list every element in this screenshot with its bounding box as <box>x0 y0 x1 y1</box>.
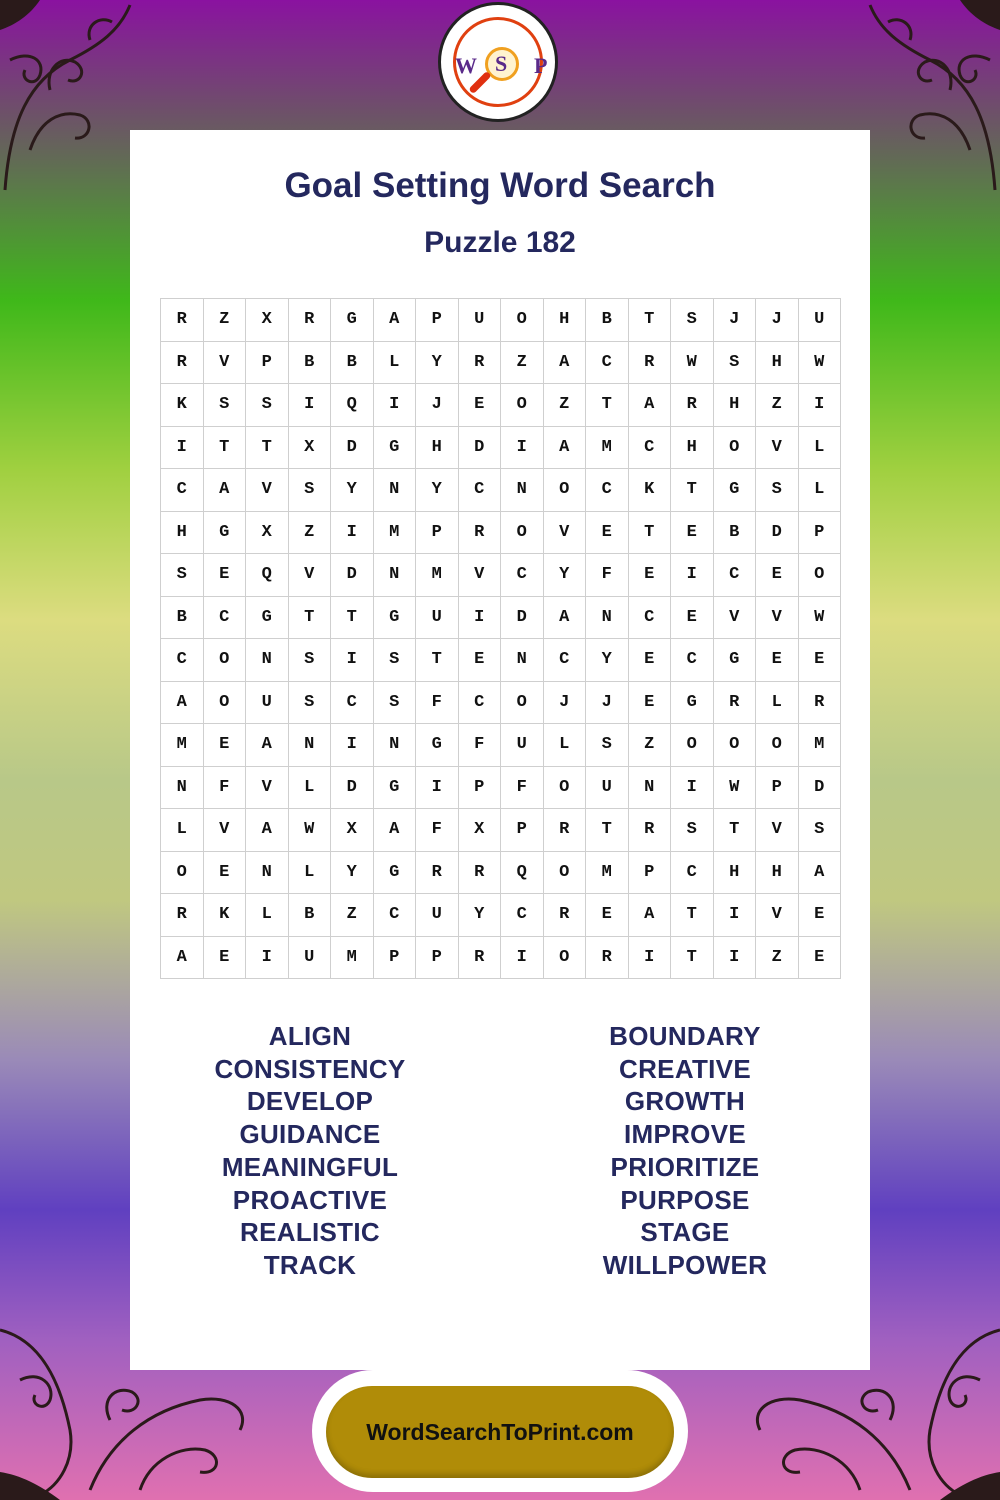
grid-cell[interactable]: S <box>289 469 332 512</box>
grid-cell[interactable]: C <box>714 554 757 597</box>
grid-cell[interactable]: T <box>671 894 714 937</box>
grid-cell[interactable]: N <box>374 469 417 512</box>
website-badge <box>312 1370 688 1492</box>
grid-cell[interactable]: H <box>756 342 799 385</box>
grid-cell[interactable]: M <box>799 724 842 767</box>
grid-cell[interactable]: Y <box>416 342 459 385</box>
grid-cell[interactable]: R <box>459 342 502 385</box>
grid-cell[interactable]: R <box>544 809 587 852</box>
grid-cell[interactable]: P <box>416 512 459 555</box>
grid-cell[interactable]: I <box>374 384 417 427</box>
grid-cell[interactable]: I <box>501 427 544 470</box>
word-list-right <box>505 1020 865 1282</box>
grid-cell[interactable]: Y <box>544 554 587 597</box>
grid-cell[interactable]: A <box>544 342 587 385</box>
grid-cell[interactable]: T <box>586 809 629 852</box>
word-list-item: PRIORITIZE <box>610 1151 760 1182</box>
grid-cell[interactable]: O <box>799 554 842 597</box>
grid-cell[interactable]: Y <box>331 469 374 512</box>
grid-cell[interactable]: A <box>246 724 289 767</box>
grid-cell[interactable]: Z <box>756 937 799 980</box>
grid-cell[interactable]: W <box>799 597 842 640</box>
word-list-item: CONSISTENCY <box>214 1053 406 1084</box>
word-list-item: DEVELOP <box>246 1086 374 1117</box>
grid-cell[interactable]: U <box>246 682 289 725</box>
grid-cell[interactable]: A <box>374 299 417 342</box>
grid-cell[interactable]: V <box>756 597 799 640</box>
word-list-item: PROACTIVE <box>232 1184 388 1215</box>
grid-cell[interactable]: S <box>799 809 842 852</box>
grid-cell[interactable]: L <box>289 767 332 810</box>
grid-cell[interactable]: I <box>459 597 502 640</box>
wsp-logo[interactable] <box>438 2 558 122</box>
word-list-item: MEANINGFUL <box>221 1151 399 1182</box>
grid-cell[interactable]: J <box>416 384 459 427</box>
grid-cell[interactable]: P <box>246 342 289 385</box>
grid-cell[interactable]: X <box>331 809 374 852</box>
grid-cell[interactable]: Y <box>459 894 502 937</box>
grid-cell[interactable]: S <box>204 384 247 427</box>
grid-cell[interactable]: S <box>374 639 417 682</box>
grid-cell[interactable]: R <box>714 682 757 725</box>
grid-cell[interactable]: D <box>799 767 842 810</box>
grid-cell[interactable]: V <box>204 342 247 385</box>
grid-cell[interactable]: D <box>331 767 374 810</box>
grid-cell[interactable]: T <box>586 384 629 427</box>
grid-cell[interactable]: I <box>331 639 374 682</box>
grid-cell[interactable]: L <box>374 342 417 385</box>
grid-cell[interactable]: O <box>501 384 544 427</box>
grid-cell[interactable]: Q <box>501 852 544 895</box>
grid-cell[interactable]: N <box>246 639 289 682</box>
grid-cell[interactable]: O <box>501 682 544 725</box>
grid-cell[interactable]: R <box>459 852 502 895</box>
word-list-item: BOUNDARY <box>609 1021 761 1051</box>
grid-cell[interactable]: C <box>629 427 672 470</box>
grid-cell[interactable]: C <box>544 639 587 682</box>
grid-cell[interactable]: V <box>756 894 799 937</box>
grid-cell[interactable]: P <box>374 937 417 980</box>
grid-cell[interactable]: V <box>204 809 247 852</box>
grid-cell[interactable]: I <box>714 894 757 937</box>
grid-cell[interactable]: O <box>544 767 587 810</box>
grid-cell[interactable]: O <box>714 724 757 767</box>
grid-cell[interactable]: A <box>629 894 672 937</box>
grid-cell[interactable]: E <box>204 937 247 980</box>
grid-cell[interactable]: N <box>501 639 544 682</box>
grid-cell[interactable]: I <box>246 937 289 980</box>
grid-cell[interactable]: N <box>289 724 332 767</box>
grid-cell[interactable]: Y <box>331 852 374 895</box>
grid-cell[interactable]: I <box>629 937 672 980</box>
website-button[interactable]: WordSearchToPrint.com <box>326 1386 674 1478</box>
grid-cell[interactable]: U <box>586 767 629 810</box>
grid-cell[interactable]: V <box>289 554 332 597</box>
grid-cell[interactable]: N <box>161 767 204 810</box>
grid-cell[interactable]: M <box>331 937 374 980</box>
grid-cell[interactable]: V <box>714 597 757 640</box>
grid-cell[interactable]: M <box>374 512 417 555</box>
grid-cell[interactable]: Q <box>246 554 289 597</box>
grid-cell[interactable]: M <box>586 852 629 895</box>
grid-cell[interactable]: C <box>586 469 629 512</box>
grid-cell[interactable]: V <box>544 512 587 555</box>
grid-cell[interactable]: C <box>374 894 417 937</box>
grid-cell[interactable]: G <box>374 427 417 470</box>
grid-cell[interactable]: A <box>374 809 417 852</box>
grid-cell[interactable]: C <box>629 597 672 640</box>
grid-cell[interactable]: M <box>586 427 629 470</box>
word-list-item: STAGE <box>640 1217 730 1248</box>
grid-cell[interactable]: X <box>246 512 289 555</box>
grid-cell[interactable]: C <box>586 342 629 385</box>
grid-cell[interactable]: T <box>714 809 757 852</box>
grid-cell[interactable]: U <box>289 937 332 980</box>
grid-cell[interactable]: E <box>459 639 502 682</box>
grid-cell[interactable]: S <box>289 682 332 725</box>
grid-cell[interactable]: B <box>289 894 332 937</box>
grid-cell[interactable]: C <box>161 469 204 512</box>
grid-cell[interactable]: W <box>671 342 714 385</box>
grid-cell[interactable]: P <box>416 937 459 980</box>
grid-cell[interactable]: Z <box>629 724 672 767</box>
puzzle-number: Puzzle 182 <box>424 226 576 259</box>
grid-cell[interactable]: U <box>416 597 459 640</box>
grid-cell[interactable]: C <box>161 639 204 682</box>
grid-cell[interactable]: X <box>459 809 502 852</box>
grid-cell[interactable]: E <box>671 597 714 640</box>
grid-cell[interactable]: R <box>586 937 629 980</box>
grid-cell[interactable]: M <box>416 554 459 597</box>
grid-cell[interactable]: S <box>289 639 332 682</box>
grid-cell[interactable]: H <box>756 852 799 895</box>
grid-cell[interactable]: S <box>671 809 714 852</box>
grid-cell[interactable]: A <box>544 597 587 640</box>
grid-cell[interactable]: S <box>586 724 629 767</box>
grid-cell[interactable]: Z <box>544 384 587 427</box>
grid-cell[interactable]: R <box>629 342 672 385</box>
grid-cell[interactable]: Z <box>204 299 247 342</box>
grid-cell[interactable]: R <box>161 342 204 385</box>
grid-cell[interactable]: X <box>289 427 332 470</box>
grid-cell[interactable]: R <box>459 937 502 980</box>
grid-cell[interactable]: O <box>544 937 587 980</box>
grid-cell[interactable]: I <box>714 937 757 980</box>
grid-cell[interactable]: E <box>459 384 502 427</box>
grid-cell[interactable]: S <box>671 299 714 342</box>
grid-cell[interactable]: D <box>331 427 374 470</box>
grid-cell[interactable]: B <box>161 597 204 640</box>
grid-cell[interactable]: R <box>416 852 459 895</box>
grid-cell[interactable]: Y <box>416 469 459 512</box>
grid-cell[interactable]: R <box>544 894 587 937</box>
grid-cell[interactable]: U <box>459 299 502 342</box>
grid-cell[interactable]: E <box>204 554 247 597</box>
word-list-item: GUIDANCE <box>239 1119 381 1150</box>
grid-cell[interactable]: G <box>416 724 459 767</box>
grid-cell[interactable]: O <box>204 639 247 682</box>
logo-letter-p: P <box>534 53 548 78</box>
grid-cell[interactable]: T <box>204 427 247 470</box>
word-list-item: CREATIVE <box>619 1053 751 1084</box>
grid-cell[interactable]: S <box>714 342 757 385</box>
grid-cell[interactable]: T <box>629 299 672 342</box>
grid-cell[interactable]: U <box>501 724 544 767</box>
grid-cell[interactable]: R <box>289 299 332 342</box>
logo-letter-s: S <box>495 51 508 76</box>
grid-cell[interactable]: E <box>671 512 714 555</box>
grid-cell[interactable]: I <box>289 384 332 427</box>
word-list-left <box>130 1020 490 1282</box>
grid-cell[interactable]: H <box>714 852 757 895</box>
grid-cell[interactable]: C <box>501 554 544 597</box>
grid-cell[interactable]: N <box>374 724 417 767</box>
grid-cell[interactable]: L <box>544 724 587 767</box>
grid-cell[interactable]: K <box>204 894 247 937</box>
word-list-item: GROWTH <box>624 1086 746 1117</box>
grid-cell[interactable]: C <box>501 894 544 937</box>
grid-cell[interactable]: C <box>671 639 714 682</box>
grid-cell[interactable]: G <box>374 767 417 810</box>
grid-cell[interactable]: N <box>246 852 289 895</box>
grid-cell[interactable]: G <box>374 852 417 895</box>
grid-cell[interactable]: A <box>629 384 672 427</box>
grid-cell[interactable]: R <box>629 809 672 852</box>
grid-cell[interactable]: U <box>799 299 842 342</box>
grid-cell[interactable]: C <box>671 852 714 895</box>
grid-cell[interactable]: N <box>374 554 417 597</box>
grid-cell[interactable]: L <box>799 469 842 512</box>
grid-cell[interactable]: T <box>289 597 332 640</box>
grid-cell[interactable]: V <box>246 469 289 512</box>
word-list-item: WILLPOWER <box>602 1249 768 1280</box>
grid-cell[interactable]: O <box>501 299 544 342</box>
grid-cell[interactable]: V <box>756 427 799 470</box>
grid-cell[interactable]: C <box>331 682 374 725</box>
word-list-item: PURPOSE <box>620 1184 750 1215</box>
grid-cell[interactable]: I <box>501 937 544 980</box>
grid-cell[interactable]: E <box>204 724 247 767</box>
grid-cell[interactable]: B <box>331 342 374 385</box>
grid-cell[interactable]: A <box>799 852 842 895</box>
grid-cell[interactable]: W <box>799 342 842 385</box>
grid-cell[interactable]: E <box>586 894 629 937</box>
grid-cell[interactable]: N <box>586 597 629 640</box>
grid-cell[interactable]: Z <box>501 342 544 385</box>
grid-cell[interactable]: F <box>416 809 459 852</box>
grid-cell[interactable]: A <box>161 937 204 980</box>
grid-cell[interactable]: G <box>374 597 417 640</box>
grid-cell[interactable]: F <box>204 767 247 810</box>
grid-cell[interactable]: E <box>799 894 842 937</box>
grid-cell[interactable]: L <box>289 852 332 895</box>
grid-cell[interactable]: C <box>459 469 502 512</box>
grid-cell[interactable]: G <box>714 469 757 512</box>
grid-cell[interactable]: F <box>416 682 459 725</box>
grid-cell[interactable]: P <box>629 852 672 895</box>
grid-cell[interactable]: K <box>629 469 672 512</box>
grid-cell[interactable]: P <box>756 767 799 810</box>
grid-cell[interactable]: Q <box>331 384 374 427</box>
grid-cell[interactable]: I <box>331 512 374 555</box>
grid-cell[interactable]: E <box>586 512 629 555</box>
grid-cell[interactable]: I <box>671 767 714 810</box>
grid-cell[interactable]: T <box>246 427 289 470</box>
grid-cell[interactable]: T <box>331 597 374 640</box>
word-list-item: IMPROVE <box>623 1119 746 1150</box>
grid-cell[interactable]: R <box>799 682 842 725</box>
grid-cell[interactable]: C <box>204 597 247 640</box>
grid-cell[interactable]: R <box>459 512 502 555</box>
grid-cell[interactable]: S <box>374 682 417 725</box>
grid-cell[interactable]: A <box>204 469 247 512</box>
grid-cell[interactable]: E <box>629 554 672 597</box>
grid-cell[interactable]: F <box>501 767 544 810</box>
grid-cell[interactable]: H <box>714 384 757 427</box>
grid-cell[interactable]: V <box>459 554 502 597</box>
grid-cell[interactable]: R <box>671 384 714 427</box>
grid-cell[interactable]: B <box>586 299 629 342</box>
grid-cell[interactable]: V <box>756 809 799 852</box>
grid-cell[interactable]: J <box>544 682 587 725</box>
grid-cell[interactable]: V <box>246 767 289 810</box>
grid-cell[interactable]: L <box>799 427 842 470</box>
grid-cell[interactable]: G <box>714 639 757 682</box>
corner-ornament-top-left-icon <box>0 0 140 200</box>
grid-cell[interactable]: F <box>459 724 502 767</box>
grid-cell[interactable]: O <box>756 724 799 767</box>
grid-cell[interactable]: T <box>671 937 714 980</box>
grid-cell[interactable]: X <box>246 299 289 342</box>
grid-cell[interactable]: E <box>799 639 842 682</box>
grid-cell[interactable]: H <box>161 512 204 555</box>
grid-cell[interactable]: L <box>756 682 799 725</box>
grid-cell[interactable]: A <box>246 809 289 852</box>
grid-cell[interactable]: Z <box>289 512 332 555</box>
grid-cell[interactable]: O <box>714 427 757 470</box>
word-list-item: ALIGN <box>268 1021 352 1051</box>
grid-cell[interactable]: T <box>629 512 672 555</box>
grid-cell[interactable]: N <box>629 767 672 810</box>
grid-cell[interactable]: T <box>416 639 459 682</box>
grid-cell[interactable]: K <box>161 384 204 427</box>
grid-cell[interactable]: H <box>671 427 714 470</box>
grid-cell[interactable]: H <box>416 427 459 470</box>
grid-cell[interactable]: E <box>756 554 799 597</box>
grid-cell[interactable]: E <box>756 639 799 682</box>
grid-cell[interactable]: A <box>544 427 587 470</box>
grid-cell[interactable]: G <box>204 512 247 555</box>
grid-cell[interactable]: I <box>331 724 374 767</box>
grid-cell[interactable]: I <box>416 767 459 810</box>
word-list-item: TRACK <box>263 1249 357 1280</box>
grid-cell[interactable]: R <box>161 299 204 342</box>
grid-cell[interactable]: P <box>799 512 842 555</box>
grid-cell[interactable]: O <box>671 724 714 767</box>
grid-cell[interactable]: C <box>459 682 502 725</box>
grid-cell[interactable]: S <box>756 469 799 512</box>
grid-cell[interactable]: T <box>671 469 714 512</box>
grid-cell[interactable]: G <box>246 597 289 640</box>
grid-cell[interactable]: O <box>204 682 247 725</box>
grid-cell[interactable]: I <box>799 384 842 427</box>
grid-cell[interactable]: R <box>161 894 204 937</box>
grid-cell[interactable]: G <box>671 682 714 725</box>
grid-cell[interactable]: J <box>714 299 757 342</box>
grid-cell[interactable]: P <box>459 767 502 810</box>
word-list-item: REALISTIC <box>240 1217 380 1248</box>
grid-cell[interactable]: D <box>756 512 799 555</box>
grid-cell[interactable]: O <box>544 469 587 512</box>
puzzle-panel <box>130 130 870 1370</box>
grid-cell[interactable]: E <box>799 937 842 980</box>
grid-cell[interactable]: H <box>544 299 587 342</box>
grid-cell[interactable]: B <box>289 342 332 385</box>
grid-cell[interactable]: E <box>204 852 247 895</box>
grid-cell[interactable]: G <box>331 299 374 342</box>
corner-ornament-top-right-icon <box>860 0 1000 200</box>
grid-cell[interactable]: P <box>501 809 544 852</box>
grid-cell[interactable]: L <box>161 809 204 852</box>
grid-cell[interactable]: D <box>501 597 544 640</box>
grid-cell[interactable]: J <box>586 682 629 725</box>
grid-cell[interactable]: F <box>586 554 629 597</box>
grid-cell[interactable]: L <box>246 894 289 937</box>
grid-cell[interactable]: I <box>671 554 714 597</box>
grid-cell[interactable]: A <box>161 682 204 725</box>
grid-cell[interactable]: D <box>459 427 502 470</box>
grid-cell[interactable]: W <box>714 767 757 810</box>
grid-cell[interactable]: O <box>161 852 204 895</box>
grid-cell[interactable]: S <box>246 384 289 427</box>
grid-cell[interactable]: Z <box>331 894 374 937</box>
grid-cell[interactable]: M <box>161 724 204 767</box>
grid-cell[interactable]: S <box>161 554 204 597</box>
grid-cell[interactable]: B <box>714 512 757 555</box>
logo-letter-w: W <box>455 53 477 78</box>
grid-cell[interactable]: J <box>756 299 799 342</box>
page-title: Goal Setting Word Search <box>284 166 716 205</box>
letter-grid[interactable] <box>160 298 841 979</box>
grid-cell[interactable]: W <box>289 809 332 852</box>
grid-cell[interactable]: O <box>544 852 587 895</box>
grid-cell[interactable]: N <box>501 469 544 512</box>
grid-cell[interactable]: P <box>416 299 459 342</box>
grid-cell[interactable]: I <box>161 427 204 470</box>
grid-cell[interactable]: U <box>416 894 459 937</box>
grid-cell[interactable]: Y <box>586 639 629 682</box>
grid-cell[interactable]: O <box>501 512 544 555</box>
grid-cell[interactable]: E <box>629 682 672 725</box>
grid-cell[interactable]: D <box>331 554 374 597</box>
grid-cell[interactable]: E <box>629 639 672 682</box>
grid-cell[interactable]: Z <box>756 384 799 427</box>
